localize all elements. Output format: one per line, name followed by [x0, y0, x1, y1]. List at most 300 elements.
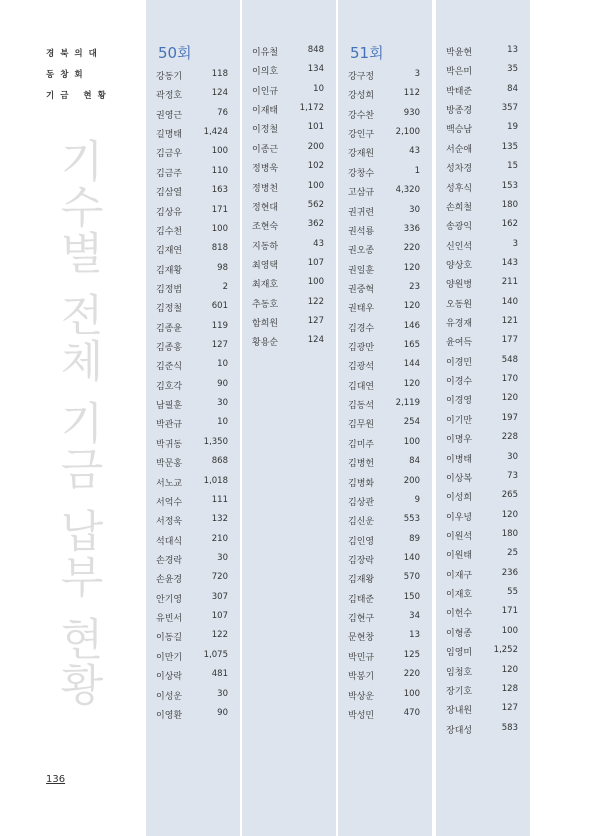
- donor-name: 곽정호: [156, 91, 183, 102]
- donor-name: 이만기: [156, 652, 183, 663]
- donor-row: [338, 66, 432, 85]
- donor-name: 이재호: [446, 590, 473, 601]
- donor-name: 권귀련: [348, 207, 375, 218]
- donor-row: [436, 390, 530, 409]
- donation-amount: 200: [307, 141, 324, 152]
- donation-amount: 110: [211, 165, 228, 176]
- donor-row: [242, 42, 336, 61]
- donor-name: 김현구: [348, 614, 375, 625]
- donor-name: 문현창: [348, 633, 375, 644]
- donor-row: [146, 608, 240, 627]
- donor-name: 김신운: [348, 517, 375, 528]
- donor-row: [338, 163, 432, 182]
- donation-amount: 1,350: [203, 436, 228, 447]
- section-title-line-3: 기금 현황: [46, 91, 112, 101]
- donor-name: 김상유: [156, 207, 183, 218]
- donation-amount: 98: [217, 262, 228, 273]
- donor-row: [338, 589, 432, 608]
- donor-name: 김호각: [156, 381, 183, 392]
- donor-name: 김경수: [348, 323, 375, 334]
- donor-row: [436, 178, 530, 197]
- donor-name: 조현숙: [252, 222, 279, 233]
- donor-row: [436, 545, 530, 564]
- donor-row: [436, 681, 530, 700]
- donor-row: [146, 705, 240, 724]
- donor-name: 임영미: [446, 648, 473, 659]
- donation-amount: 153: [501, 180, 518, 191]
- donor-row: [338, 569, 432, 588]
- donor-name: 강수찬: [348, 110, 375, 121]
- donor-row: [436, 216, 530, 235]
- donation-amount: 121: [501, 316, 518, 327]
- donor-name: 지동하: [252, 241, 279, 252]
- donor-name: 강창수: [348, 168, 375, 179]
- donor-row: [146, 550, 240, 569]
- donation-amount: 163: [211, 185, 228, 196]
- donor-row: [436, 119, 530, 138]
- donor-name: 박은미: [446, 67, 473, 78]
- donation-amount: 146: [403, 320, 420, 331]
- donation-amount: 180: [501, 528, 518, 539]
- donor-row: [436, 468, 530, 487]
- donor-row: [242, 294, 336, 313]
- donation-amount: 210: [211, 533, 228, 544]
- donation-amount: 362: [307, 219, 324, 230]
- donor-name: 김삼열: [156, 188, 183, 199]
- donor-row: [242, 61, 336, 80]
- donor-name: 손경락: [156, 555, 183, 566]
- donor-row: [146, 182, 240, 201]
- donation-amount: 1,172: [299, 103, 324, 114]
- column-2: [242, 0, 336, 836]
- donor-row: [146, 318, 240, 337]
- donor-name: 이재구: [446, 570, 473, 581]
- donor-row: [338, 686, 432, 705]
- donor-name: 김병화: [348, 478, 375, 489]
- donor-row: [436, 449, 530, 468]
- donor-row: [338, 492, 432, 511]
- donation-amount: 720: [211, 572, 228, 583]
- donor-name: 석대식: [156, 536, 183, 547]
- donation-amount: 30: [217, 688, 228, 699]
- donation-amount: 1,252: [493, 645, 518, 656]
- donation-amount: 165: [403, 340, 420, 351]
- donor-name: 이상복: [446, 473, 473, 484]
- donation-amount: 134: [307, 64, 324, 75]
- donor-row: [146, 66, 240, 85]
- donor-row: [436, 623, 530, 642]
- donation-amount: 34: [409, 611, 420, 622]
- donor-name: 강재원: [348, 149, 375, 160]
- donor-row: [436, 61, 530, 80]
- donor-name: 박윤현: [446, 48, 473, 58]
- donor-name: 유빈서: [156, 614, 183, 625]
- donor-row: [338, 531, 432, 550]
- donation-amount: 10: [217, 359, 228, 370]
- donor-row: [436, 81, 530, 100]
- donation-amount: 254: [403, 417, 420, 428]
- donation-amount: 553: [403, 514, 420, 525]
- donor-name: 이형종: [446, 628, 473, 639]
- donor-row: [436, 700, 530, 719]
- donor-name: 고삼규: [348, 188, 375, 199]
- column-4: [436, 0, 530, 836]
- donor-row: [436, 294, 530, 313]
- donation-amount: 128: [501, 683, 518, 694]
- donor-name: 김종홍: [156, 343, 183, 354]
- donation-amount: 570: [403, 572, 420, 583]
- donor-row: [242, 255, 336, 274]
- donor-name: 이인규: [252, 86, 279, 97]
- donation-amount: 100: [211, 146, 228, 157]
- donor-row: [436, 139, 530, 158]
- donation-amount: 307: [211, 591, 228, 602]
- donor-name: 김준식: [156, 362, 183, 373]
- donor-row: [338, 647, 432, 666]
- donor-name: 박태준: [446, 86, 473, 97]
- donation-amount: 43: [409, 146, 420, 157]
- donor-row: [146, 85, 240, 104]
- donation-amount: 120: [501, 509, 518, 520]
- donor-row: [146, 473, 240, 492]
- donor-row: [146, 298, 240, 317]
- donor-row: [436, 100, 530, 119]
- donor-row: [338, 143, 432, 162]
- donor-row: [242, 197, 336, 216]
- donor-name: 권중혁: [348, 284, 375, 295]
- donor-list: [242, 42, 336, 352]
- donation-amount: 848: [307, 45, 324, 55]
- donation-amount: 13: [507, 45, 518, 55]
- donor-row: [146, 376, 240, 395]
- donor-name: 송광익: [446, 222, 473, 233]
- donation-amount: 125: [403, 649, 420, 660]
- donation-amount: 84: [409, 456, 420, 467]
- donation-amount: 818: [211, 243, 228, 254]
- donor-row: [242, 81, 336, 100]
- donation-amount: 236: [501, 567, 518, 578]
- donation-amount: 143: [501, 257, 518, 268]
- donor-name: 이경영: [446, 396, 473, 407]
- donor-name: 이원석: [446, 531, 473, 542]
- donor-name: 박문홍: [156, 459, 183, 470]
- donor-name: 백승남: [446, 125, 473, 136]
- section-title: [46, 44, 112, 107]
- donor-name: 이명우: [446, 435, 473, 446]
- donation-amount: 30: [507, 451, 518, 462]
- donor-name: 정병천: [252, 183, 279, 194]
- donor-name: 김재왕: [348, 575, 375, 586]
- donation-amount: 177: [501, 335, 518, 346]
- donor-name: 방종경: [446, 106, 473, 117]
- session-heading-50: 50회: [158, 44, 192, 62]
- donor-name: 김광석: [348, 362, 375, 373]
- donation-amount: 601: [211, 301, 228, 312]
- donor-name: 권태우: [348, 304, 375, 315]
- donor-row: [242, 119, 336, 138]
- donor-row: [338, 473, 432, 492]
- donation-amount: 211: [501, 277, 518, 288]
- donor-row: [146, 202, 240, 221]
- donation-amount: 120: [501, 393, 518, 404]
- donor-name: 김대연: [348, 381, 375, 392]
- donation-amount: 120: [403, 262, 420, 273]
- donation-amount: 4,320: [395, 185, 420, 196]
- donation-amount: 9: [414, 494, 420, 505]
- donation-amount: 127: [501, 703, 518, 714]
- donor-row: [338, 356, 432, 375]
- donor-name: 권석룡: [348, 226, 375, 237]
- donor-row: [338, 318, 432, 337]
- donor-row: [146, 647, 240, 666]
- donor-name: 손희철: [446, 202, 473, 213]
- donor-name: 양원병: [446, 280, 473, 291]
- donor-row: [436, 487, 530, 506]
- column-3: [338, 0, 432, 836]
- donor-name: 이성희: [446, 493, 473, 504]
- donor-row: [146, 686, 240, 705]
- donor-name: 김재황: [156, 265, 183, 276]
- donor-row: [436, 662, 530, 681]
- donation-amount: 2,100: [395, 127, 420, 138]
- donor-row: [338, 550, 432, 569]
- donation-amount: 170: [501, 374, 518, 385]
- donor-row: [436, 158, 530, 177]
- donor-name: 이정철: [252, 125, 279, 136]
- donor-name: 길명태: [156, 130, 183, 141]
- donation-amount: 84: [507, 83, 518, 94]
- donor-name: 함희원: [252, 319, 279, 330]
- donor-row: [242, 236, 336, 255]
- donation-amount: 930: [403, 107, 420, 118]
- donor-name: 이기만: [446, 415, 473, 426]
- donor-row: [338, 202, 432, 221]
- donor-row: [242, 332, 336, 351]
- donor-name: 김광만: [348, 343, 375, 354]
- donor-name: 황용순: [252, 338, 279, 349]
- donation-amount: 100: [403, 436, 420, 447]
- donation-amount: 562: [307, 199, 324, 210]
- donor-row: [436, 236, 530, 255]
- donor-name: 권오종: [348, 246, 375, 257]
- donor-row: [436, 42, 530, 61]
- donor-row: [338, 240, 432, 259]
- donation-amount: 3: [414, 69, 420, 79]
- donor-name: 강인구: [348, 130, 375, 141]
- section-title-line-2: 동창회: [46, 70, 89, 80]
- donor-row: [338, 182, 432, 201]
- donor-row: [338, 85, 432, 104]
- donor-name: 이의호: [252, 67, 279, 78]
- donor-row: [146, 337, 240, 356]
- donor-name: 이유철: [252, 48, 279, 58]
- donor-row: [338, 337, 432, 356]
- donation-amount: 481: [211, 669, 228, 680]
- donor-row: [436, 352, 530, 371]
- donor-row: [338, 434, 432, 453]
- donation-amount: 124: [211, 88, 228, 99]
- donor-name: 안기영: [156, 594, 183, 605]
- donation-amount: 120: [403, 378, 420, 389]
- donor-name: 김무원: [348, 420, 375, 431]
- donation-amount: 122: [307, 296, 324, 307]
- donor-row: [338, 705, 432, 724]
- donor-name: 김정철: [156, 304, 183, 315]
- donor-row: [436, 197, 530, 216]
- donor-row: [436, 313, 530, 332]
- donor-name: 신인석: [446, 241, 473, 252]
- donor-row: [242, 158, 336, 177]
- donor-name: 김병헌: [348, 459, 375, 470]
- donor-row: [146, 143, 240, 162]
- donation-amount: 140: [403, 552, 420, 563]
- donor-name: 이헌수: [446, 609, 473, 620]
- donation-amount: 100: [307, 180, 324, 191]
- column-1: [146, 0, 240, 836]
- donor-name: 서정욱: [156, 517, 183, 528]
- donor-name: 권영근: [156, 110, 183, 121]
- donor-row: [338, 666, 432, 685]
- donor-name: 김태준: [348, 594, 375, 605]
- donor-name: 박성민: [348, 710, 375, 721]
- donation-amount: 127: [307, 316, 324, 327]
- donation-amount: 100: [403, 688, 420, 699]
- donor-row: [146, 434, 240, 453]
- donation-amount: 132: [211, 514, 228, 525]
- donor-row: [338, 511, 432, 530]
- donation-amount: 100: [307, 277, 324, 288]
- donor-name: 김금주: [156, 168, 183, 179]
- donor-name: 이성운: [156, 691, 183, 702]
- donor-row: [146, 356, 240, 375]
- donation-amount: 25: [507, 548, 518, 559]
- donation-amount: 1,018: [203, 475, 228, 486]
- donor-name: 유경재: [446, 319, 473, 330]
- donation-amount: 135: [501, 141, 518, 152]
- donor-row: [242, 274, 336, 293]
- donation-amount: 144: [403, 359, 420, 370]
- donor-name: 김상관: [348, 497, 375, 508]
- donor-name: 강성희: [348, 91, 375, 102]
- donor-row: [146, 395, 240, 414]
- donor-row: [436, 371, 530, 390]
- donor-name: 임청호: [446, 667, 473, 678]
- donor-row: [338, 376, 432, 395]
- donor-name: 이재태: [252, 106, 279, 117]
- donation-amount: 583: [501, 722, 518, 733]
- donor-name: 이우녕: [446, 512, 473, 523]
- donation-amount: 15: [507, 161, 518, 172]
- donation-amount: 73: [507, 470, 518, 481]
- donation-amount: 13: [409, 630, 420, 641]
- donor-name: 박귀동: [156, 439, 183, 450]
- donation-amount: 120: [501, 664, 518, 675]
- donor-row: [436, 429, 530, 448]
- donation-amount: 23: [409, 281, 420, 292]
- donation-amount: 90: [217, 707, 228, 718]
- donation-amount: 30: [217, 552, 228, 563]
- donor-name: 이경수: [446, 377, 473, 388]
- donor-name: 김수천: [156, 226, 183, 237]
- donation-amount: 43: [313, 238, 324, 249]
- donation-amount: 112: [403, 88, 420, 99]
- donor-name: 장내원: [446, 706, 473, 717]
- donor-name: 김인영: [348, 536, 375, 547]
- donor-row: [242, 178, 336, 197]
- donor-row: [436, 410, 530, 429]
- donor-name: 정현대: [252, 202, 279, 213]
- donor-row: [436, 526, 530, 545]
- donation-amount: 122: [211, 630, 228, 641]
- donor-row: [146, 279, 240, 298]
- donation-amount: 30: [409, 204, 420, 215]
- donor-row: [146, 569, 240, 588]
- donation-amount: 200: [403, 475, 420, 486]
- donor-name: 이동길: [156, 633, 183, 644]
- donor-name: 박상운: [348, 691, 375, 702]
- donation-amount: 90: [217, 378, 228, 389]
- donor-row: [436, 603, 530, 622]
- section-title-line-1: 경북의대: [46, 49, 103, 59]
- donor-row: [146, 511, 240, 530]
- donor-name: 이경민: [446, 357, 473, 368]
- donation-amount: 220: [403, 669, 420, 680]
- donor-list: [146, 66, 240, 724]
- donor-name: 박민규: [348, 652, 375, 663]
- donation-amount: 124: [307, 335, 324, 346]
- donor-name: 이병태: [446, 454, 473, 465]
- donor-name: 김미주: [348, 439, 375, 450]
- donor-name: 윤여득: [446, 338, 473, 349]
- donor-name: 박봉기: [348, 672, 375, 683]
- donor-row: [242, 313, 336, 332]
- donation-amount: 76: [217, 107, 228, 118]
- donor-name: 서노교: [156, 478, 183, 489]
- donation-amount: 111: [211, 494, 228, 505]
- donation-amount: 265: [501, 490, 518, 501]
- donor-name: 김정범: [156, 284, 183, 295]
- donation-amount: 10: [313, 83, 324, 94]
- donor-row: [146, 492, 240, 511]
- donation-amount: 120: [403, 301, 420, 312]
- donor-row: [146, 221, 240, 240]
- donation-amount: 10: [217, 417, 228, 428]
- page-number: 136: [46, 774, 66, 785]
- donor-row: [146, 163, 240, 182]
- donation-amount: 30: [217, 398, 228, 409]
- donor-row: [338, 627, 432, 646]
- donor-row: [338, 279, 432, 298]
- donation-amount: 171: [211, 204, 228, 215]
- donation-amount: 162: [501, 219, 518, 230]
- donor-name: 최영택: [252, 260, 279, 271]
- donor-name: 양상호: [446, 260, 473, 271]
- donor-name: 이종근: [252, 144, 279, 155]
- donor-row: [338, 453, 432, 472]
- donor-row: [146, 260, 240, 279]
- donor-name: 서순애: [446, 144, 473, 155]
- donor-row: [436, 642, 530, 661]
- donor-row: [436, 274, 530, 293]
- donation-amount: 35: [507, 64, 518, 75]
- donor-name: 이영환: [156, 710, 183, 721]
- donor-name: 권일훈: [348, 265, 375, 276]
- donor-list: [338, 66, 432, 724]
- donation-amount: 101: [307, 122, 324, 133]
- donor-name: 박관규: [156, 420, 183, 431]
- donor-name: 장대성: [446, 725, 473, 736]
- donor-row: [436, 507, 530, 526]
